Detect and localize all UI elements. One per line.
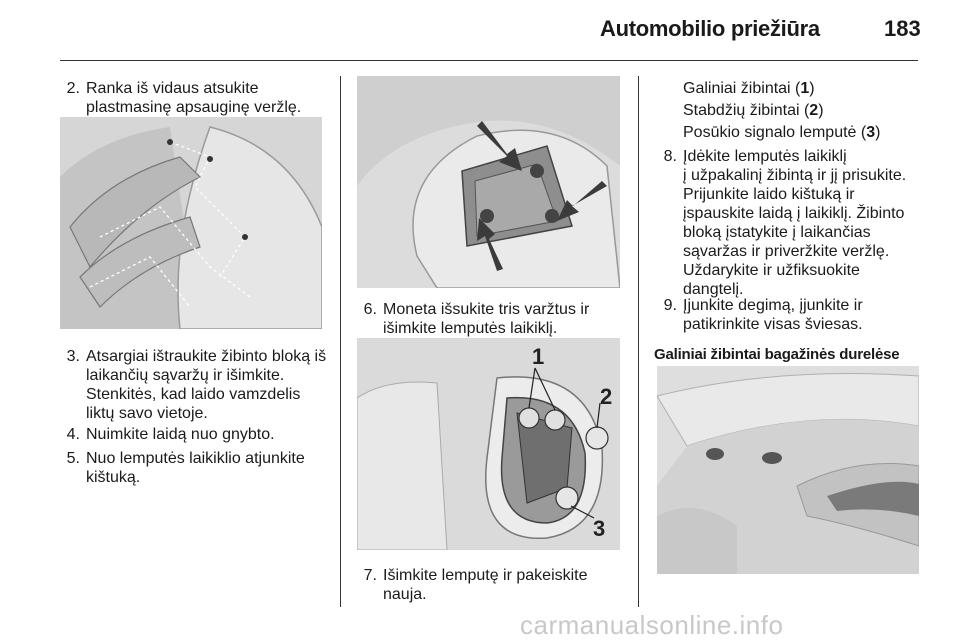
tail-light-nut-illustration [60, 117, 322, 329]
section-heading: Galiniai žibintai bagažinės durelėse [654, 346, 900, 363]
step-number: 7. [363, 567, 377, 584]
step-number: 2. [66, 80, 80, 97]
step-text: Įjunkite degimą, įjunkite ir patikrinkite visas šviesas. [683, 297, 863, 333]
callout-1: 1 [532, 344, 545, 369]
step-number: 5. [66, 450, 80, 467]
lamp-list-item-1: Galiniai žibintai (1) [683, 80, 815, 97]
header-divider [60, 60, 918, 61]
screw-removal-illustration [357, 76, 620, 288]
step-number: 9. [663, 297, 677, 314]
figure-tailgate-lights [657, 366, 919, 574]
lamp-list-item-3: Posūkio signalo lemputė (3) [683, 124, 881, 141]
step-text: Įdėkite lemputės laikiklį į užpakalinį žibintą ir jį prisukite. Prijunkite laido kištuką ir įspauskite laidą į laikiklį. Žibinto bloką įstatykite į laikančias sąvaržas ir priveržkite veržlę. Uždarykite ir užfiksuokite dangtelį. [683, 148, 907, 298]
step-number: 4. [66, 426, 80, 443]
step-number: 3. [66, 348, 80, 365]
figure-bulb-holder [357, 338, 620, 550]
column-divider-right [638, 76, 639, 607]
figure-screw-removal [357, 76, 620, 288]
step-text: Išimkite lemputę ir pakeiskite nauja. [383, 567, 588, 603]
step-number: 8. [663, 148, 677, 165]
column-divider-left [340, 76, 341, 607]
bulb-holder-illustration [357, 338, 620, 550]
figure-tail-light-nut [60, 117, 322, 329]
step-number: 6. [363, 301, 377, 318]
callout-3: 3 [593, 516, 606, 541]
step-text: Moneta išsukite tris varžtus ir išimkite lemputės laikiklį. [383, 301, 590, 337]
step-text: Nuo lemputės laikiklio atjunkite kištuką. [86, 450, 305, 486]
tailgate-illustration [657, 366, 919, 574]
lamp-list-item-2: Stabdžių žibintai (2) [683, 102, 824, 119]
page-number: 183 [884, 16, 921, 41]
watermark: carmanualsonline.info [520, 610, 784, 640]
page-title: Automobilio priežiūra [600, 16, 820, 41]
callout-2: 2 [600, 384, 613, 409]
step-text: Atsargiai ištraukite žibinto bloką iš laikančių sąvaržų ir išimkite. Stenkitės, kad laido vamzdelis liktų savo vietoje. [86, 348, 327, 422]
step-text: Ranka iš vidaus atsukite plastmasinę apsauginę veržlę. [86, 80, 302, 116]
step-text: Nuimkite laidą nuo gnybto. [86, 426, 275, 443]
